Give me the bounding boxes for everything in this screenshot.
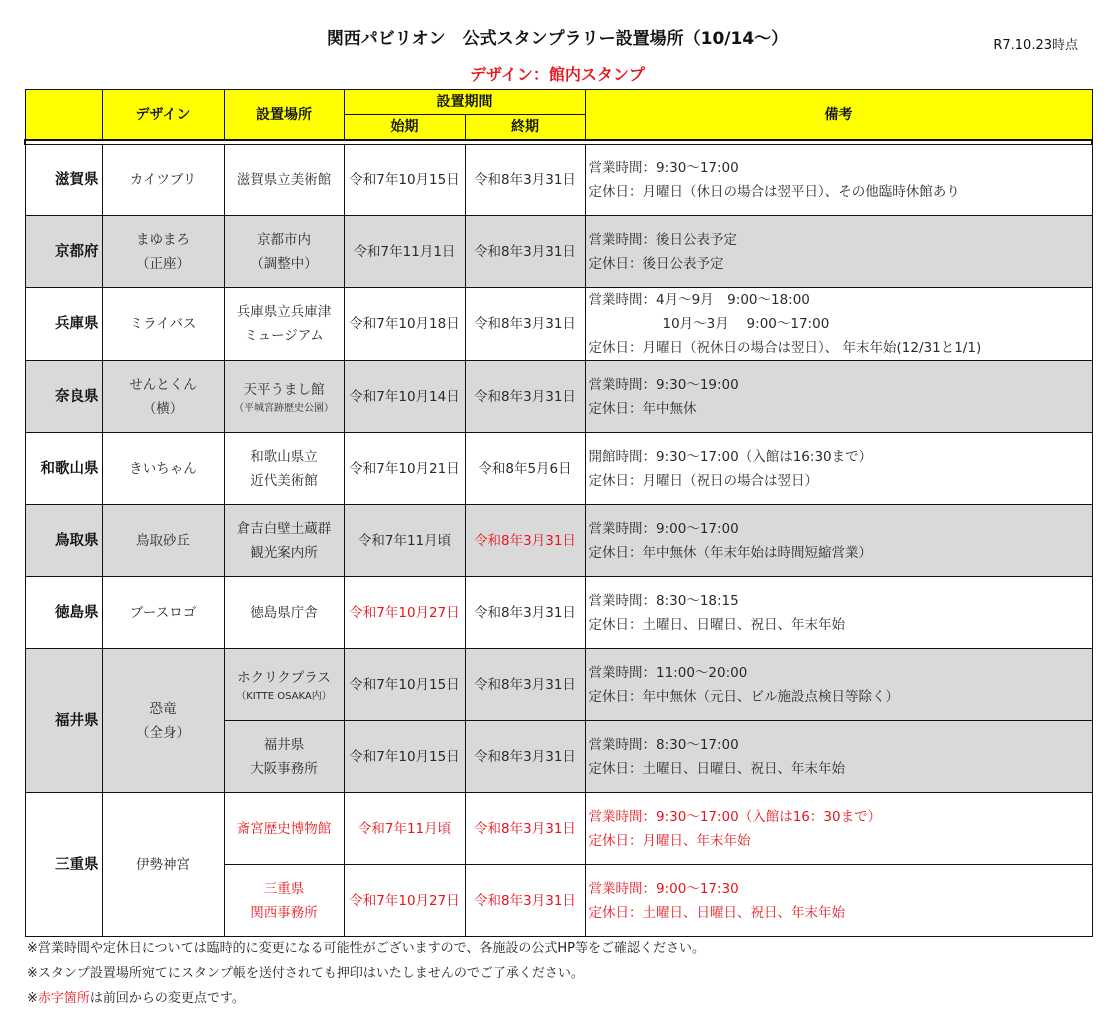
- header-period: 設置期間: [344, 90, 585, 115]
- remarks-cell: [585, 361, 1092, 433]
- start-date-cell: 令和7年10月14日: [344, 361, 465, 433]
- remarks-cell: [585, 865, 1092, 937]
- start-date-cell: 令和7年10月15日: [344, 721, 465, 793]
- start-date-cell: 令和7年10月15日: [344, 649, 465, 721]
- location-name: ホクリクプラス: [237, 669, 331, 686]
- closed-days-text: 定休日：年中無休（元日、ビル施設点検日等除く）: [588, 688, 899, 705]
- design-variant: （全身）: [136, 724, 190, 741]
- closed-days-text: 定休日：月曜日（祝休日の場合は翌日）、 年末年始(12/31と1/1): [588, 340, 982, 356]
- footnotes: [27, 936, 705, 1011]
- table-row-mie-a: [25, 793, 1092, 865]
- start-date-cell: 令和7年10月27日: [344, 577, 465, 649]
- start-date-cell: 令和7年10月21日: [344, 433, 465, 505]
- page-subtitle: デザイン：館内スタンプ: [470, 65, 645, 84]
- table-row-fukui-a: [25, 649, 1092, 721]
- remarks-cell: [585, 505, 1092, 577]
- location-name: 倉吉白壁土蔵群: [236, 520, 332, 537]
- location-cell: [224, 288, 344, 361]
- page-title: 関西パビリオン 公式スタンプラリー設置場所（10/14～）: [326, 29, 789, 49]
- table-row-nara: [25, 361, 1092, 433]
- closed-days-text: 定休日：後日公表予定: [588, 255, 724, 272]
- location-cell: [224, 721, 344, 793]
- footnote-hours-change: ※営業時間や定休日については臨時的に変更になる可能性がございますので、各施設の公式HP等をご確認ください。: [27, 941, 705, 956]
- prefecture-cell: 和歌山県: [25, 433, 102, 505]
- hours-text: 営業時間：9:00～17:30: [588, 880, 739, 897]
- end-date-cell: 令和8年3月31日: [465, 145, 585, 216]
- start-date-cell: 令和7年11月1日: [344, 216, 465, 288]
- remarks-cell: [585, 577, 1092, 649]
- design-cell: きいちゃん: [102, 433, 224, 505]
- closed-days-text: 定休日：土曜日、日曜日、祝日、年末年始: [588, 904, 845, 921]
- start-date-cell: 令和7年10月15日: [344, 145, 465, 216]
- table-row-shiga: [25, 145, 1092, 216]
- hours-text: 営業時間：9:30～17:00（入館は16：30まで）: [588, 808, 882, 825]
- table-row-tokushima: [25, 577, 1092, 649]
- start-date-cell: 令和7年11月頃: [344, 793, 465, 865]
- end-date-cell: 令和8年3月31日: [465, 577, 585, 649]
- location-detail: 大阪事務所: [250, 760, 318, 777]
- location-name: 福井県: [263, 736, 305, 753]
- end-date-cell: 令和8年3月31日: [465, 721, 585, 793]
- location-cell: 徳島県庁舎: [224, 577, 344, 649]
- stamp-location-table: [24, 89, 1093, 937]
- end-date-cell: 令和8年3月31日: [465, 505, 585, 577]
- remarks-cell: [585, 793, 1092, 865]
- hours-text: 営業時間：11:00～20:00: [588, 664, 748, 681]
- closed-days-text: 定休日：月曜日（祝日の場合は翌日）: [588, 472, 818, 489]
- design-cell: 鳥取砂丘: [102, 505, 224, 577]
- closed-days-text: 定休日：月曜日（休日の場合は翌平日）、その他臨時休館あり: [588, 184, 960, 200]
- footnote-suffix: は前回からの変更点です。: [89, 991, 245, 1006]
- footnote-prefix: ※: [27, 991, 38, 1006]
- design-cell: ブースロゴ: [102, 577, 224, 649]
- location-name: 天平うまし館: [243, 381, 325, 398]
- prefecture-cell: 鳥取県: [25, 505, 102, 577]
- prefecture-cell: 京都府: [25, 216, 102, 288]
- closed-days-text: 定休日：年中無休: [588, 400, 697, 417]
- header-remarks: 備考: [585, 90, 1092, 141]
- closed-days-text: 定休日：土曜日、日曜日、祝日、年末年始: [588, 760, 845, 777]
- location-detail: ミュージアム: [244, 328, 324, 344]
- location-detail: （調整中）: [250, 255, 318, 272]
- location-cell: [224, 865, 344, 937]
- closed-days-text: 定休日：土曜日、日曜日、祝日、年末年始: [588, 616, 845, 633]
- hours-text: 営業時間：8:30～17:00: [588, 736, 739, 753]
- end-date-cell: 令和8年3月31日: [465, 361, 585, 433]
- end-date-cell: 令和8年3月31日: [465, 865, 585, 937]
- footnote-red-label: 赤字箇所: [37, 991, 90, 1006]
- design-name: 恐竜: [149, 700, 177, 717]
- remarks-cell: [585, 721, 1092, 793]
- hours-text-secondary: 10月～3月 9:00～17:00: [662, 316, 830, 332]
- location-cell: [224, 361, 344, 433]
- closed-days-text: 定休日：月曜日、年末年始: [588, 832, 751, 849]
- location-cell: [224, 216, 344, 288]
- prefecture-cell: 徳島県: [25, 577, 102, 649]
- prefecture-cell: 滋賀県: [25, 145, 102, 216]
- end-date-cell: 令和8年3月31日: [465, 288, 585, 361]
- design-name: まゆまろ: [136, 231, 190, 248]
- header-end: 終期: [465, 115, 585, 141]
- location-cell: [224, 649, 344, 721]
- header-blank-cell: [25, 90, 102, 141]
- location-detail: 関西事務所: [250, 904, 318, 921]
- location-cell: [224, 505, 344, 577]
- end-date-cell: 令和8年5月6日: [465, 433, 585, 505]
- end-date-cell: 令和8年3月31日: [465, 793, 585, 865]
- location-detail: 観光案内所: [250, 544, 318, 561]
- design-cell: [102, 216, 224, 288]
- location-name: 京都市内: [257, 231, 311, 248]
- location-detail: （KITTE OSAKA内）: [236, 690, 332, 702]
- hours-text: 営業時間：9:00～17:00: [588, 520, 739, 537]
- table-row-kyoto: [25, 216, 1092, 288]
- prefecture-cell: 奈良県: [25, 361, 102, 433]
- design-cell: [102, 361, 224, 433]
- design-cell: カイツブリ: [102, 145, 224, 216]
- location-detail: 近代美術館: [250, 472, 318, 489]
- remarks-cell: [585, 216, 1092, 288]
- footnote-red-text: [27, 986, 705, 1011]
- location-name: 和歌山県立: [250, 448, 318, 465]
- start-date-cell: 令和7年10月18日: [344, 288, 465, 361]
- prefecture-cell: 三重県: [25, 793, 102, 937]
- remarks-cell: [585, 288, 1092, 361]
- table-row-wakayama: [25, 433, 1092, 505]
- header-design: デザイン: [102, 90, 224, 141]
- remarks-cell: [585, 145, 1092, 216]
- design-cell: 伊勢神宮: [102, 793, 224, 937]
- design-variant: （正座）: [136, 255, 190, 272]
- location-name: 三重県: [263, 880, 305, 897]
- location-cell: 滋賀県立美術館: [224, 145, 344, 216]
- table-row-tottori: [25, 505, 1092, 577]
- design-name: せんとくん: [129, 376, 197, 393]
- header-row: [25, 90, 1092, 115]
- hours-text: 営業時間：後日公表予定: [588, 231, 737, 248]
- closed-days-text: 定休日：年中無休（年末年始は時間短縮営業）: [588, 544, 872, 561]
- location-name: 兵庫県立兵庫津: [236, 304, 332, 320]
- end-date-cell: 令和8年3月31日: [465, 649, 585, 721]
- design-cell: [102, 649, 224, 793]
- design-cell: ミライバス: [102, 288, 224, 361]
- header-start: 始期: [344, 115, 465, 141]
- start-date-cell: 令和7年10月27日: [344, 865, 465, 937]
- remarks-cell: [585, 649, 1092, 721]
- location-cell: 斎宮歴史博物館: [224, 793, 344, 865]
- as-of-date: R7.10.23時点: [993, 38, 1078, 53]
- location-detail: （平城宮跡歴史公園）: [234, 402, 334, 414]
- header-location: 設置場所: [224, 90, 344, 141]
- design-variant: （横）: [142, 400, 184, 417]
- hours-text: 営業時間：8:30～18:15: [588, 592, 739, 609]
- table-row-hyogo: [25, 288, 1092, 361]
- hours-text: 開館時間：9:30～17:00（入館は16:30まで）: [588, 448, 873, 465]
- prefecture-cell: 兵庫県: [25, 288, 102, 361]
- hours-text: 営業時間：9:30～17:00: [588, 160, 739, 176]
- end-date-cell: 令和8年3月31日: [465, 216, 585, 288]
- footnote-no-mail: ※スタンプ設置場所宛てにスタンプ帳を送付されても押印はいたしませんのでご了承ください。: [27, 966, 584, 981]
- hours-text: 営業時間：9:30～19:00: [588, 376, 739, 393]
- start-date-cell: 令和7年11月頃: [344, 505, 465, 577]
- remarks-cell: [585, 433, 1092, 505]
- location-cell: [224, 433, 344, 505]
- prefecture-cell: 福井県: [25, 649, 102, 793]
- hours-text: 営業時間：4月～9月 9:00～18:00: [588, 292, 810, 308]
